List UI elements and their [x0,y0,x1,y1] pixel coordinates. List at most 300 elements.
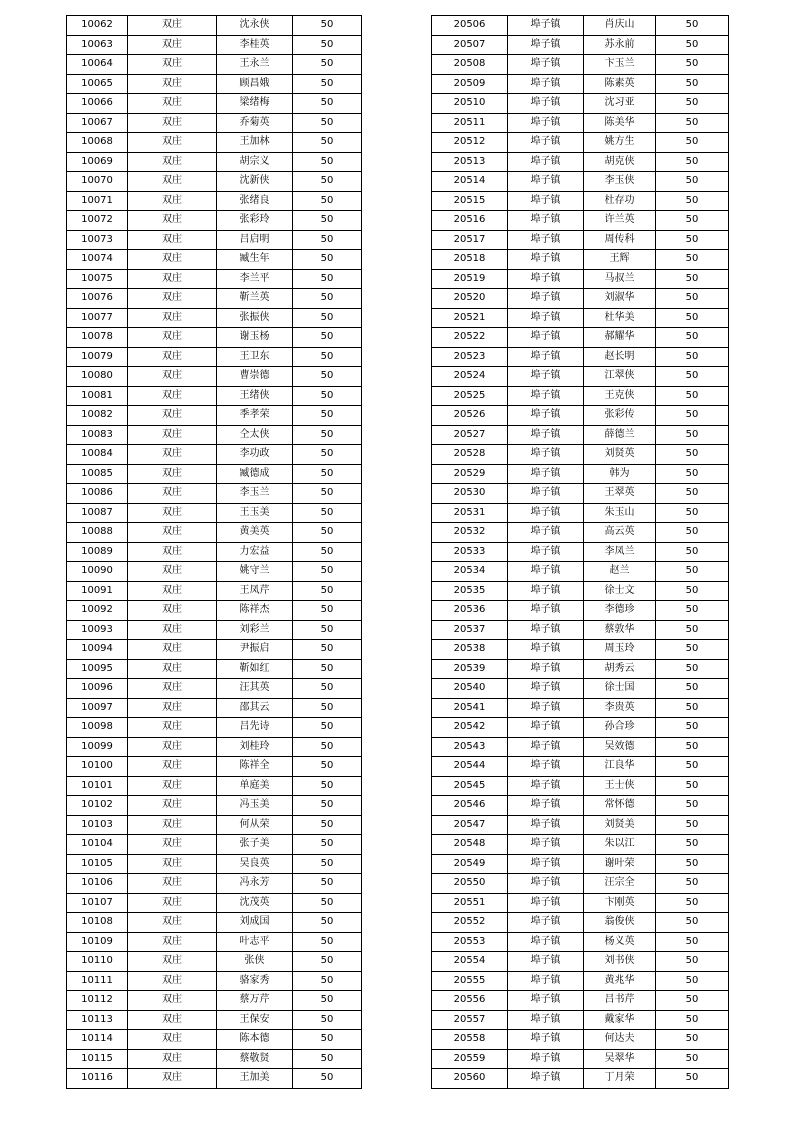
name-cell: 叶志平 [217,932,293,952]
table-row [67,94,362,114]
amount-cell: 50 [656,113,729,133]
table-row [432,1010,729,1030]
town-cell: 埠子镇 [508,503,584,523]
id-cell: 20543 [432,737,508,757]
table-row [67,1049,362,1069]
town-cell: 双庄 [128,113,217,133]
id-cell: 10094 [67,640,128,660]
table-row [67,971,362,991]
table-row [432,230,729,250]
table-row [432,776,729,796]
name-cell: 李贵英 [584,698,656,718]
table-row [432,542,729,562]
amount-cell: 50 [293,737,362,757]
town-cell: 双庄 [128,386,217,406]
id-cell: 10083 [67,425,128,445]
name-cell: 王卫东 [217,347,293,367]
amount-cell: 50 [656,211,729,231]
id-cell: 20541 [432,698,508,718]
name-cell: 顾昌娥 [217,74,293,94]
id-cell: 20530 [432,484,508,504]
town-cell: 埠子镇 [508,74,584,94]
id-cell: 10065 [67,74,128,94]
id-cell: 20534 [432,562,508,582]
table-row [67,776,362,796]
id-cell: 20516 [432,211,508,231]
town-cell: 埠子镇 [508,191,584,211]
amount-cell: 50 [656,620,729,640]
id-cell: 20542 [432,718,508,738]
name-cell: 马叔兰 [584,269,656,289]
table-row [432,133,729,153]
name-cell: 韩为 [584,464,656,484]
town-cell: 埠子镇 [508,1069,584,1089]
name-cell: 冯永芳 [217,874,293,894]
table-row [432,640,729,660]
table-row [432,796,729,816]
right-table [431,15,729,1089]
name-cell: 姚守兰 [217,562,293,582]
table-row [67,289,362,309]
amount-cell: 50 [656,152,729,172]
table-row [432,1030,729,1050]
id-cell: 10097 [67,698,128,718]
id-cell: 10076 [67,289,128,309]
table-row [67,347,362,367]
town-cell: 埠子镇 [508,35,584,55]
table-row [432,503,729,523]
name-cell: 苏永前 [584,35,656,55]
amount-cell: 50 [656,776,729,796]
name-cell: 张彩玲 [217,211,293,231]
table-row [432,971,729,991]
amount-cell: 50 [656,1049,729,1069]
id-cell: 10092 [67,601,128,621]
right-table-body [432,16,729,1089]
name-cell: 李玉兰 [217,484,293,504]
amount-cell: 50 [293,367,362,387]
table-row [432,113,729,133]
id-cell: 20550 [432,874,508,894]
town-cell: 双庄 [128,425,217,445]
id-cell: 10077 [67,308,128,328]
amount-cell: 50 [293,308,362,328]
amount-cell: 50 [293,698,362,718]
amount-cell: 50 [656,74,729,94]
name-cell: 尹振启 [217,640,293,660]
name-cell: 王翠英 [584,484,656,504]
amount-cell: 50 [293,854,362,874]
town-cell: 双庄 [128,757,217,777]
town-cell: 埠子镇 [508,464,584,484]
name-cell: 何从荣 [217,815,293,835]
id-cell: 20528 [432,445,508,465]
amount-cell: 50 [293,133,362,153]
name-cell: 李兰平 [217,269,293,289]
table-row [67,737,362,757]
name-cell: 靳兰英 [217,289,293,309]
amount-cell: 50 [293,971,362,991]
town-cell: 双庄 [128,172,217,192]
name-cell: 胡克侠 [584,152,656,172]
town-cell: 双庄 [128,464,217,484]
name-cell: 刘贤美 [584,815,656,835]
amount-cell: 50 [293,35,362,55]
amount-cell: 50 [656,328,729,348]
town-cell: 埠子镇 [508,952,584,972]
amount-cell: 50 [656,893,729,913]
table-row [432,932,729,952]
table-row [67,308,362,328]
town-cell: 埠子镇 [508,698,584,718]
name-cell: 江翠侠 [584,367,656,387]
name-cell: 王绪侠 [217,386,293,406]
name-cell: 常怀德 [584,796,656,816]
amount-cell: 50 [293,425,362,445]
table-row [67,542,362,562]
town-cell: 埠子镇 [508,55,584,75]
town-cell: 埠子镇 [508,523,584,543]
table-row [432,523,729,543]
name-cell: 杜华美 [584,308,656,328]
amount-cell: 50 [656,464,729,484]
id-cell: 10064 [67,55,128,75]
id-cell: 10112 [67,991,128,1011]
town-cell: 双庄 [128,308,217,328]
table-row [67,269,362,289]
table-row [432,250,729,270]
town-cell: 埠子镇 [508,289,584,309]
id-cell: 20554 [432,952,508,972]
amount-cell: 50 [656,679,729,699]
table-row [67,874,362,894]
amount-cell: 50 [656,991,729,1011]
id-cell: 20540 [432,679,508,699]
town-cell: 埠子镇 [508,1049,584,1069]
town-cell: 双庄 [128,542,217,562]
table-row [432,757,729,777]
amount-cell: 50 [293,464,362,484]
town-cell: 埠子镇 [508,815,584,835]
amount-cell: 50 [656,718,729,738]
town-cell: 双庄 [128,971,217,991]
town-cell: 埠子镇 [508,152,584,172]
town-cell: 双庄 [128,445,217,465]
table-row [432,406,729,426]
town-cell: 双庄 [128,94,217,114]
amount-cell: 50 [293,484,362,504]
table-row [67,1030,362,1050]
town-cell: 双庄 [128,289,217,309]
amount-cell: 50 [656,698,729,718]
amount-cell: 50 [656,523,729,543]
name-cell: 肖庆山 [584,16,656,36]
town-cell: 埠子镇 [508,425,584,445]
name-cell: 卞玉兰 [584,55,656,75]
name-cell: 仝太侠 [217,425,293,445]
amount-cell: 50 [656,581,729,601]
table-row [432,1069,729,1089]
amount-cell: 50 [656,308,729,328]
id-cell: 10099 [67,737,128,757]
town-cell: 双庄 [128,523,217,543]
table-row [67,464,362,484]
amount-cell: 50 [293,1030,362,1050]
table-row [432,425,729,445]
amount-cell: 50 [293,1069,362,1089]
table-row [67,425,362,445]
id-cell: 20558 [432,1030,508,1050]
town-cell: 埠子镇 [508,406,584,426]
id-cell: 20532 [432,523,508,543]
name-cell: 陈本德 [217,1030,293,1050]
name-cell: 刘贤英 [584,445,656,465]
town-cell: 双庄 [128,815,217,835]
table-row [67,796,362,816]
table-row [432,16,729,36]
id-cell: 10075 [67,269,128,289]
table-row [67,113,362,133]
table-row [67,952,362,972]
name-cell: 沈永侠 [217,16,293,36]
id-cell: 20525 [432,386,508,406]
town-cell: 埠子镇 [508,913,584,933]
town-cell: 埠子镇 [508,230,584,250]
name-cell: 戴家华 [584,1010,656,1030]
town-cell: 双庄 [128,74,217,94]
name-cell: 骆家秀 [217,971,293,991]
name-cell: 力宏益 [217,542,293,562]
town-cell: 埠子镇 [508,581,584,601]
amount-cell: 50 [293,16,362,36]
id-cell: 20523 [432,347,508,367]
name-cell: 刘淑华 [584,289,656,309]
id-cell: 10098 [67,718,128,738]
table-row [432,815,729,835]
id-cell: 10086 [67,484,128,504]
table-row [67,581,362,601]
amount-cell: 50 [656,172,729,192]
town-cell: 埠子镇 [508,835,584,855]
town-cell: 埠子镇 [508,601,584,621]
town-cell: 埠子镇 [508,991,584,1011]
amount-cell: 50 [656,1069,729,1089]
name-cell: 周玉玲 [584,640,656,660]
id-cell: 10087 [67,503,128,523]
amount-cell: 50 [293,406,362,426]
id-cell: 20506 [432,16,508,36]
id-cell: 20555 [432,971,508,991]
amount-cell: 50 [293,328,362,348]
town-cell: 埠子镇 [508,172,584,192]
id-cell: 10096 [67,679,128,699]
name-cell: 王加美 [217,1069,293,1089]
amount-cell: 50 [293,289,362,309]
name-cell: 沈习亚 [584,94,656,114]
id-cell: 20515 [432,191,508,211]
town-cell: 埠子镇 [508,679,584,699]
town-cell: 埠子镇 [508,133,584,153]
town-cell: 双庄 [128,347,217,367]
town-cell: 埠子镇 [508,367,584,387]
id-cell: 10072 [67,211,128,231]
town-cell: 双庄 [128,211,217,231]
id-cell: 20517 [432,230,508,250]
id-cell: 10084 [67,445,128,465]
name-cell: 郝耀华 [584,328,656,348]
id-cell: 20529 [432,464,508,484]
town-cell: 双庄 [128,874,217,894]
id-cell: 10066 [67,94,128,114]
amount-cell: 50 [293,796,362,816]
table-row [67,406,362,426]
name-cell: 吴效德 [584,737,656,757]
table-row [432,367,729,387]
town-cell: 双庄 [128,503,217,523]
amount-cell: 50 [293,640,362,660]
table-row [67,152,362,172]
name-cell: 杨义英 [584,932,656,952]
name-cell: 张子美 [217,835,293,855]
town-cell: 埠子镇 [508,640,584,660]
name-cell: 王保安 [217,1010,293,1030]
name-cell: 蔡敬贤 [217,1049,293,1069]
name-cell: 李桂英 [217,35,293,55]
name-cell: 汪其英 [217,679,293,699]
id-cell: 10116 [67,1069,128,1089]
town-cell: 双庄 [128,796,217,816]
name-cell: 单庭美 [217,776,293,796]
id-cell: 10062 [67,16,128,36]
amount-cell: 50 [293,601,362,621]
amount-cell: 50 [656,932,729,952]
amount-cell: 50 [293,542,362,562]
town-cell: 双庄 [128,1069,217,1089]
name-cell: 李玉侠 [584,172,656,192]
table-row [432,854,729,874]
table-row [432,581,729,601]
town-cell: 双庄 [128,484,217,504]
table-row [67,211,362,231]
amount-cell: 50 [293,1010,362,1030]
name-cell: 刘桂玲 [217,737,293,757]
town-cell: 埠子镇 [508,94,584,114]
amount-cell: 50 [293,347,362,367]
id-cell: 20531 [432,503,508,523]
id-cell: 10107 [67,893,128,913]
table-row [67,503,362,523]
name-cell: 李功政 [217,445,293,465]
name-cell: 黄兆华 [584,971,656,991]
name-cell: 季孝荣 [217,406,293,426]
table-row [432,835,729,855]
table-row [432,347,729,367]
name-cell: 孙合珍 [584,718,656,738]
id-cell: 10068 [67,133,128,153]
town-cell: 双庄 [128,1010,217,1030]
town-cell: 双庄 [128,932,217,952]
table-row [432,952,729,972]
town-cell: 埠子镇 [508,874,584,894]
name-cell: 张侠 [217,952,293,972]
amount-cell: 50 [293,1049,362,1069]
table-row [432,386,729,406]
town-cell: 双庄 [128,991,217,1011]
amount-cell: 50 [656,191,729,211]
table-row [432,445,729,465]
town-cell: 埠子镇 [508,757,584,777]
amount-cell: 50 [293,503,362,523]
town-cell: 双庄 [128,679,217,699]
table-row [67,445,362,465]
town-cell: 双庄 [128,640,217,660]
name-cell: 蔡敦华 [584,620,656,640]
town-cell: 埠子镇 [508,484,584,504]
town-cell: 双庄 [128,698,217,718]
table-row [67,601,362,621]
name-cell: 姚方生 [584,133,656,153]
table-row [67,757,362,777]
town-cell: 埠子镇 [508,893,584,913]
table-row [67,659,362,679]
name-cell: 朱玉山 [584,503,656,523]
name-cell: 沈茂英 [217,893,293,913]
table-row [432,991,729,1011]
table-row [67,718,362,738]
id-cell: 10104 [67,835,128,855]
town-cell: 双庄 [128,562,217,582]
name-cell: 陈美华 [584,113,656,133]
name-cell: 邵其云 [217,698,293,718]
amount-cell: 50 [656,971,729,991]
table-row [67,133,362,153]
table-row [67,932,362,952]
id-cell: 20559 [432,1049,508,1069]
table-row [432,601,729,621]
amount-cell: 50 [293,874,362,894]
town-cell: 双庄 [128,835,217,855]
town-cell: 双庄 [128,55,217,75]
town-cell: 双庄 [128,718,217,738]
id-cell: 10109 [67,932,128,952]
id-cell: 20553 [432,932,508,952]
name-cell: 张彩传 [584,406,656,426]
amount-cell: 50 [293,659,362,679]
table-row [67,55,362,75]
amount-cell: 50 [293,952,362,972]
table-row [432,562,729,582]
table-row [432,269,729,289]
id-cell: 20526 [432,406,508,426]
id-cell: 10108 [67,913,128,933]
name-cell: 李凤兰 [584,542,656,562]
amount-cell: 50 [656,737,729,757]
table-row [67,35,362,55]
town-cell: 双庄 [128,269,217,289]
amount-cell: 50 [293,191,362,211]
table-row [67,991,362,1011]
amount-cell: 50 [293,581,362,601]
name-cell: 梁绪梅 [217,94,293,114]
amount-cell: 50 [656,562,729,582]
town-cell: 双庄 [128,776,217,796]
amount-cell: 50 [293,835,362,855]
name-cell: 曹崇德 [217,367,293,387]
id-cell: 10093 [67,620,128,640]
amount-cell: 50 [656,659,729,679]
table-row [432,191,729,211]
table-row [432,94,729,114]
